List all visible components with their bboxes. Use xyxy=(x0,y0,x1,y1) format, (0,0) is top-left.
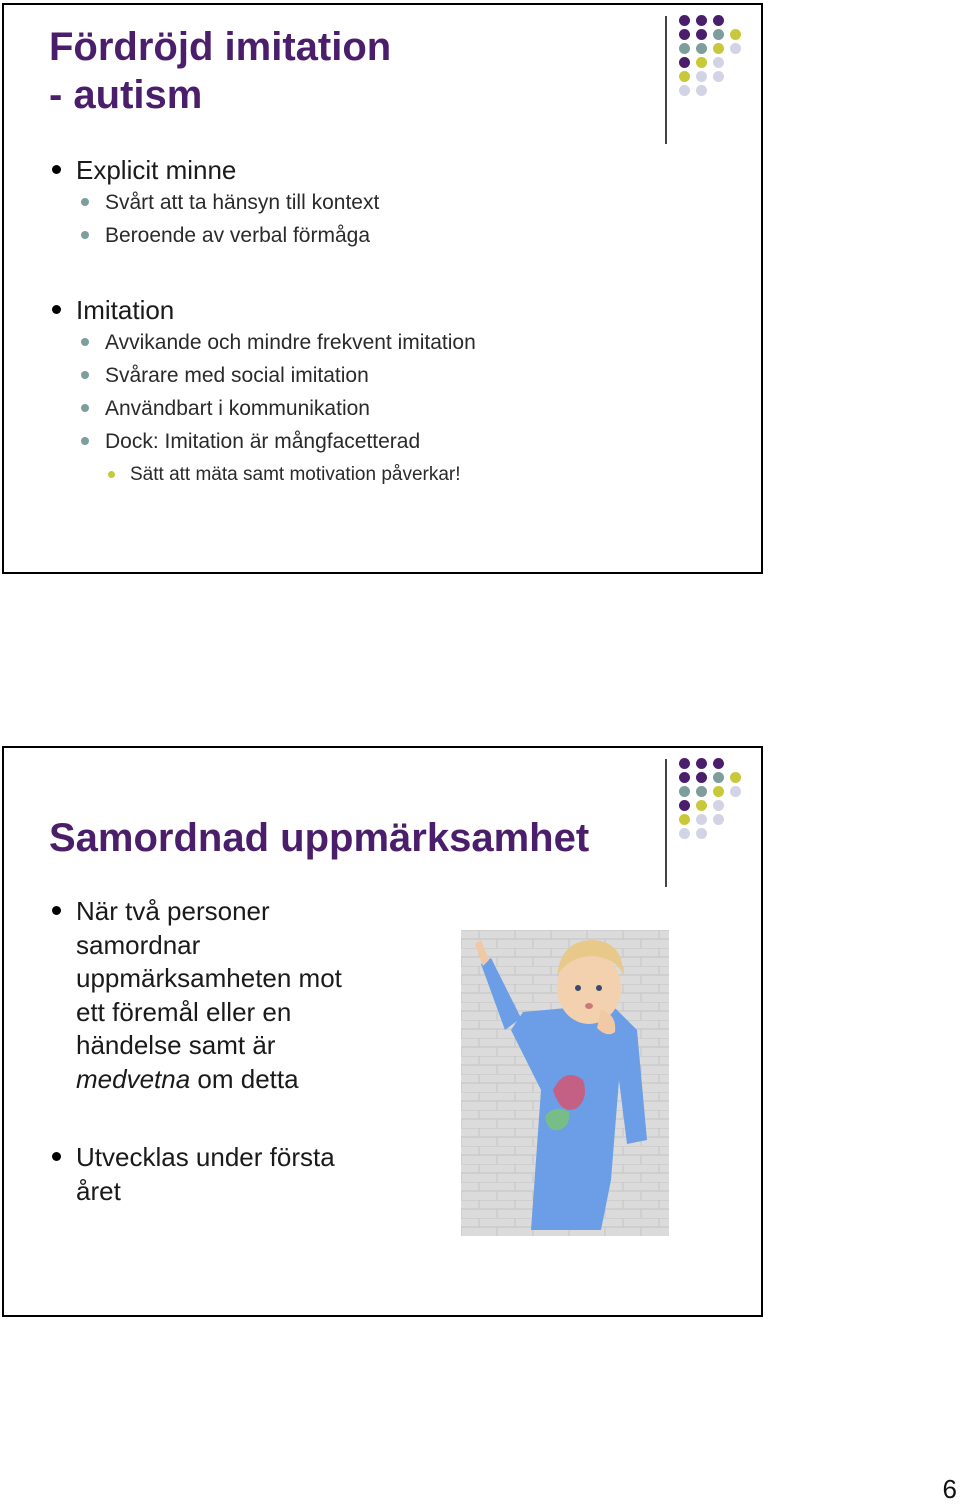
bullet-item-level-2: Användbart i kommunikation xyxy=(4,392,476,425)
slide-title: Fördröjd imitation - autism xyxy=(49,25,392,117)
decor-dot xyxy=(679,814,690,825)
decor-dot xyxy=(696,800,707,811)
decor-dot xyxy=(713,71,724,82)
vertical-divider xyxy=(665,16,667,144)
decor-dot xyxy=(713,786,724,797)
decor-dot xyxy=(730,29,741,40)
bullet-icon xyxy=(81,231,89,239)
decor-dot xyxy=(730,43,741,54)
bullet-item-level-1: Explicit minne xyxy=(4,154,476,186)
bullet-item-level-2: Svårt att ta hänsyn till kontext xyxy=(4,186,476,219)
bullet-icon xyxy=(81,338,89,346)
bullet-item-level-1: Imitation xyxy=(4,294,476,326)
decor-dot xyxy=(696,772,707,783)
page-number: 6 xyxy=(942,1474,957,1504)
decor-dot xyxy=(713,43,724,54)
decor-dot xyxy=(679,800,690,811)
bullet-icon xyxy=(108,471,115,478)
decor-dot xyxy=(696,814,707,825)
decor-dot xyxy=(713,772,724,783)
decor-dot xyxy=(696,828,707,839)
bullet-icon xyxy=(81,198,89,206)
bullet-item-level-2: Avvikande och mindre frekvent imitation xyxy=(4,326,476,359)
vertical-divider xyxy=(665,759,667,887)
decor-dot xyxy=(713,29,724,40)
decor-dot xyxy=(696,85,707,96)
decor-dot xyxy=(696,758,707,769)
decor-dot xyxy=(679,29,690,40)
decor-dot xyxy=(679,57,690,68)
decor-dot xyxy=(679,15,690,26)
slide-samordnad-uppmarksamhet xyxy=(2,746,763,1317)
decor-dot xyxy=(713,758,724,769)
decor-dot xyxy=(730,786,741,797)
decor-dot xyxy=(713,800,724,811)
bullet-list xyxy=(4,895,342,1208)
bullet-icon xyxy=(81,437,89,445)
decor-dot xyxy=(679,828,690,839)
decor-dot xyxy=(696,57,707,68)
bullet-list xyxy=(4,154,476,491)
bullet-icon xyxy=(52,906,61,915)
bullet-item-level-2: Dock: Imitation är mångfacetterad xyxy=(4,425,476,458)
decor-dot xyxy=(679,43,690,54)
decor-dot xyxy=(679,786,690,797)
decor-dot xyxy=(696,43,707,54)
slide-title: Samordnad uppmärksamhet xyxy=(49,816,590,860)
bullet-item-level-3: Sätt att mäta samt motivation påverkar! xyxy=(4,458,476,491)
decor-dot xyxy=(713,814,724,825)
decor-dot xyxy=(679,758,690,769)
bullet-icon xyxy=(52,305,61,314)
bullet-item-level-1: Utvecklas under första året xyxy=(4,1141,342,1208)
decor-dot xyxy=(679,71,690,82)
decor-dot xyxy=(696,786,707,797)
dot-grid-decoration xyxy=(679,758,769,868)
decor-dot xyxy=(696,71,707,82)
decor-dot xyxy=(713,57,724,68)
decor-dot xyxy=(696,15,707,26)
child-pointing-photo xyxy=(461,930,669,1236)
decor-dot xyxy=(679,772,690,783)
dot-grid-decoration xyxy=(679,15,769,125)
slide-fordrojd-imitation xyxy=(2,3,763,574)
bullet-item-level-2: Beroende av verbal förmåga xyxy=(4,219,476,252)
decor-dot xyxy=(679,85,690,96)
decor-dot xyxy=(696,29,707,40)
bullet-icon xyxy=(52,165,61,174)
decor-dot xyxy=(730,772,741,783)
bullet-item-level-2: Svårare med social imitation xyxy=(4,359,476,392)
bullet-icon xyxy=(81,371,89,379)
bullet-icon xyxy=(52,1152,61,1161)
bullet-icon xyxy=(81,404,89,412)
decor-dot xyxy=(713,15,724,26)
bullet-item-level-1: När två personer samordnar uppmärksamheten mot ett föremål eller en händelse samt är medvetna om detta xyxy=(4,895,342,1096)
